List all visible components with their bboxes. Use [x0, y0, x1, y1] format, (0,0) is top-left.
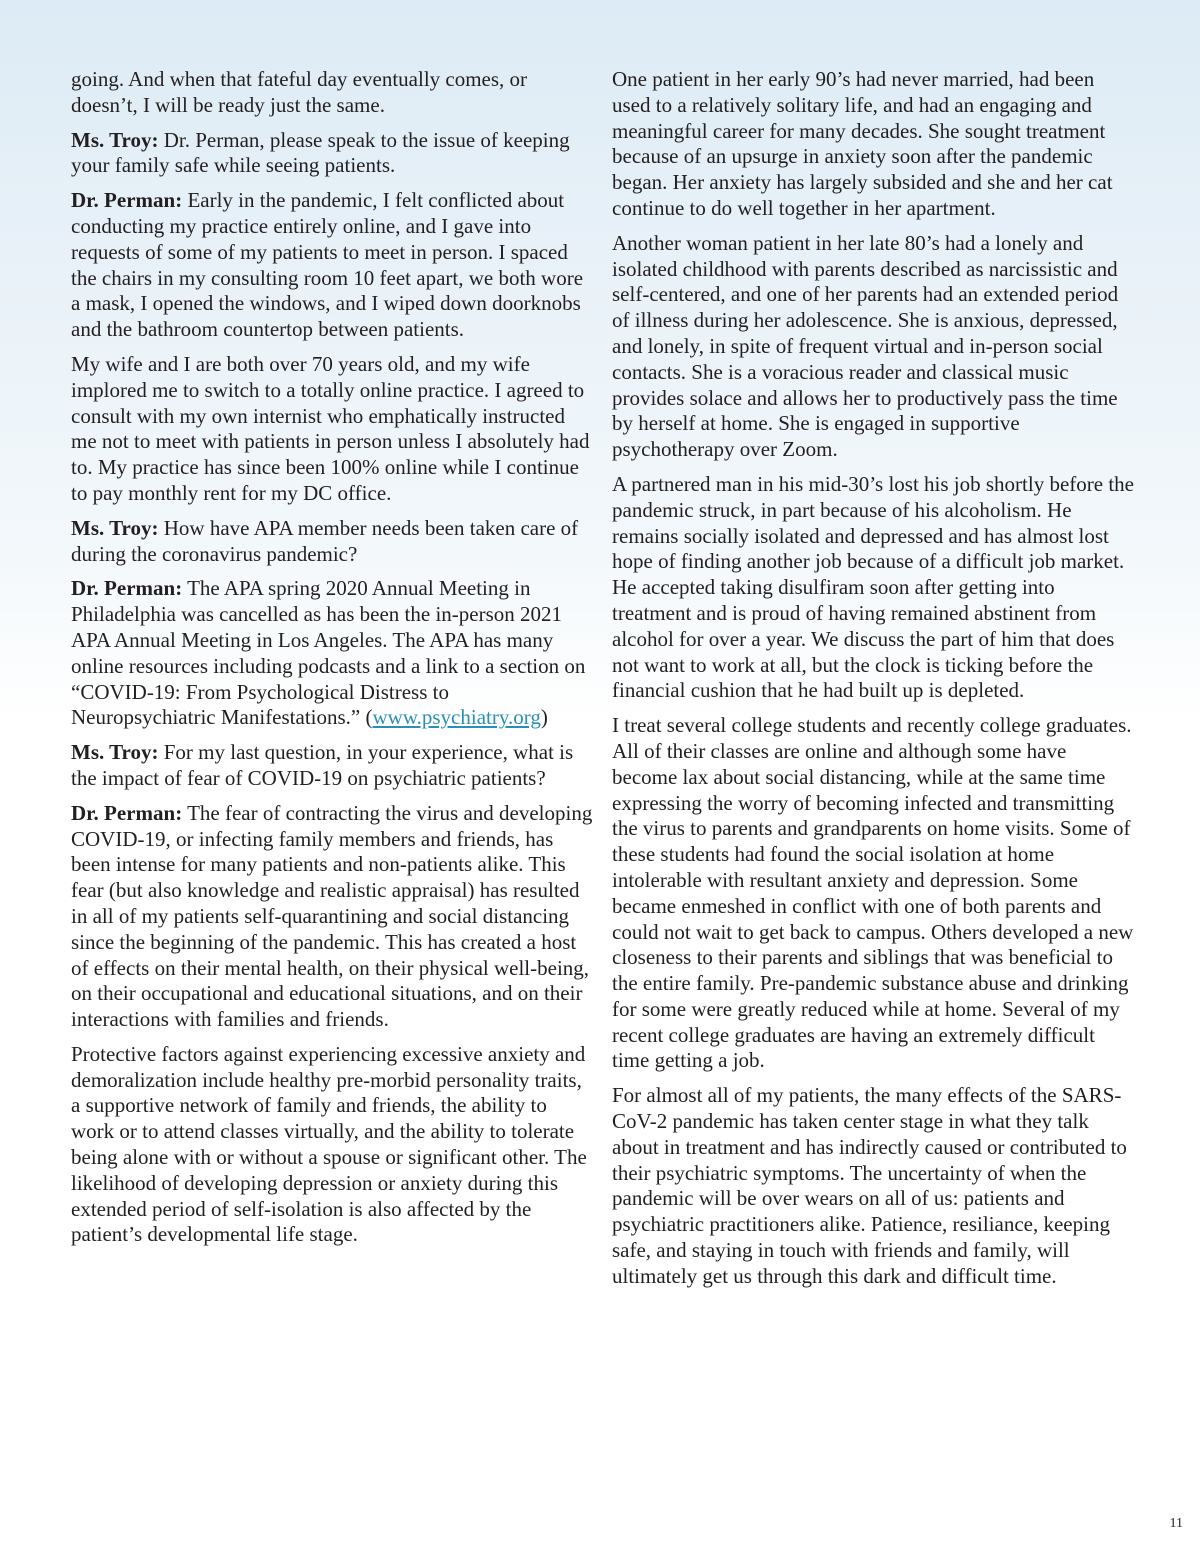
paragraph-text: Early in the pandemic, I felt conflicted about conducting my practice entirely online, and I gave into requests of some of my patients to meet in person. I spaced the chairs in my consulting room 10 feet apart, we both wore a mask, I opened the windows, and I wiped down doorknobs and the bathroom countertop between patients.	[71, 188, 584, 342]
paragraph-text: Protective factors against experiencing excessive anxiety and demoralization include healthy pre-morbid personality traits, a supportive network of family and friends, the ability to work or to attend classes virtually, and the ability to tolerate being alone with or without a spouse or significant other. The likelihood of developing depression or anxiety during this extended period of self-isolation is also affected by the patient’s developmental life stage.	[71, 1041, 587, 1247]
interview-answer	[71, 576, 593, 731]
interview-question	[71, 516, 593, 568]
paragraph-text: )	[540, 705, 548, 730]
paragraph-text: Another woman patient in her late 80’s had a lonely and isolated childhood with parents described as narcissistic and self-centered, and one of her parents had an extended period of illness during her adolescence. She is anxious, depressed, and lonely, in spite of frequent virtual and in-person social contacts. She is a voracious reader and classical music provides solace and allows her to productively pass the time by herself at home. She is engaged in supportive psychotherapy over Zoom.	[612, 230, 1119, 462]
paragraph-text: One patient in her early 90’s had never married, had been used to a relatively solitary life, and had an engaging and meaningful career for many decades. She sought treatment because of an upsurge in anxiety soon after the pandemic began. Her anxiety has largely subsided and she and her cat continue to do well together in her apartment.	[612, 67, 1113, 220]
paragraph	[71, 67, 593, 119]
interview-question	[71, 740, 593, 792]
paragraph-text: My wife and I are both over 70 years old, and my wife implored me to switch to a totally online practice. I agreed to consult with my own internist who emphatically instructed me not to meet with patients in person unless I absolutely had to. My practice has since been 100% online while I continue to pay monthly rent for my DC office.	[71, 351, 590, 505]
paragraph-text: The fear of contracting the virus and developing COVID-19, or infecting family members and friends, has been intense for many patients and non-patients alike. This fear (but also knowledge and realistic appraisal) has resulted in all of my patients self-quarantining and social distancing since the beginning of the pandemic. This has created a host of effects on their mental health, on their physical well-being, on their occupational and educational situations, and on their interactions with families and friends.	[71, 800, 593, 1032]
paragraph	[612, 713, 1134, 1074]
paragraph-text: For my last question, in your experience, what is the impact of fear of COVID-19 on psychiatric patients?	[71, 740, 574, 790]
paragraph-text: Dr. Perman, please speak to the issue of keeping your family safe while seeing patients.	[71, 127, 570, 178]
speaker-label: Dr. Perman:	[71, 188, 183, 213]
paragraph-text: I treat several college students and recently college graduates. All of their classes are online and although some have become lax about social distancing, while at the same time expressing the worry of becoming infected and transmitting the virus to parents and grandparents on home visits. Some of these students had found the social isolation at home intolerable with resultant anxiety and depression. Some became enmeshed in conflict with one of both parents and could not wait to get back to campus. Others developed a new closeness to their parents and siblings that was beneficial to the entire family. Pre-pandemic substance abuse and drinking for some were greatly reduced while at home. Several of my recent college graduates are having an extremely difficult time getting a job.	[612, 713, 1134, 1073]
page-number: 11	[1169, 1516, 1183, 1531]
paragraph	[71, 1042, 593, 1248]
interview-answer	[71, 801, 593, 1033]
paragraph-text: For almost all of my patients, the many effects of the SARS-CoV-2 pandemic has taken center stage in what they talk about in treatment and has indirectly caused or contributed to their psychiatric symptoms. The uncertainty of when the pandemic will be over wears on all of us: patients and psychiatric practitioners alike. Patience, resiliance, keeping safe, and staying in touch with friends and family, will ultimately get us through this dark and difficult time.	[612, 1083, 1127, 1288]
paragraph-text: The APA spring 2020 Annual Meeting in Philadelphia was cancelled as has been the in-person 2021 APA Annual Meeting in Los Angeles. The APA has many online resources including podcasts and a link to a section on “COVID-19: From Psychological Distress to Neuropsychiatric Manifestations.” (	[71, 576, 586, 730]
paragraph	[612, 67, 1134, 222]
speaker-label: Dr. Perman:	[71, 800, 183, 825]
speaker-label: Ms. Troy:	[71, 127, 159, 152]
interview-answer	[71, 188, 593, 343]
speaker-label: Ms. Troy:	[71, 515, 159, 540]
right-column	[612, 67, 1134, 1299]
paragraph	[612, 231, 1134, 463]
speaker-label: Ms. Troy:	[71, 740, 159, 765]
paragraph	[612, 472, 1134, 704]
left-column	[71, 67, 593, 1257]
interview-question	[71, 128, 593, 180]
paragraph-text: going. And when that fateful day eventually comes, or doesn’t, I will be ready just the same.	[71, 67, 528, 117]
speaker-label: Dr. Perman:	[71, 576, 183, 601]
paragraph-text: How have APA member needs been taken care of during the coronavirus pandemic?	[71, 515, 579, 566]
paragraph	[612, 1083, 1134, 1289]
paragraph	[71, 352, 593, 507]
paragraph-text: A partnered man in his mid-30’s lost his job shortly before the pandemic struck, in part because of his alcoholism. He remains socially isolated and depressed and has almost lost hope of finding another job because of a difficult job market. He accepted taking disulfiram soon after getting into treatment and is proud of having remained abstinent from alcohol for over a year. We discuss the part of him that does not want to work at all, but the clock is ticking before the financial cushion that he had built up is depleted.	[612, 471, 1135, 703]
psychiatry-org-link[interactable]: www.psychiatry.org	[372, 705, 541, 730]
